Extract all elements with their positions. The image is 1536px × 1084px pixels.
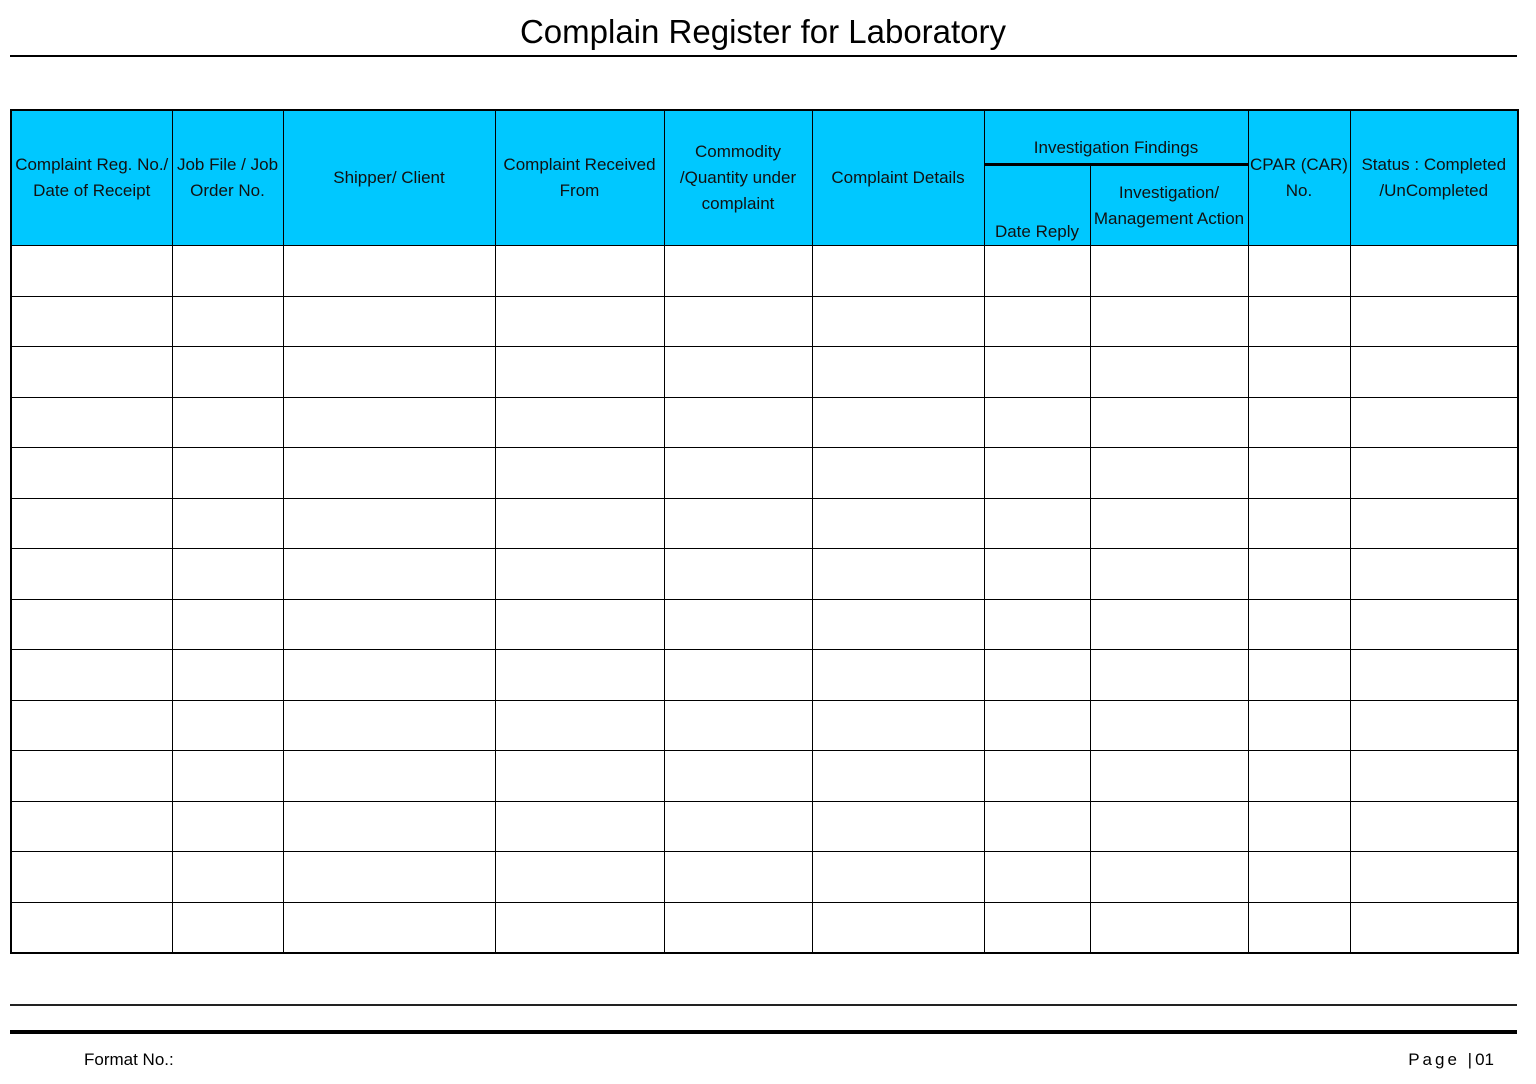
cell-mgmt-action[interactable] [1090, 852, 1248, 903]
cell-shipper[interactable] [283, 700, 495, 751]
cell-mgmt-action[interactable] [1090, 296, 1248, 347]
cell-job-file[interactable] [172, 700, 283, 751]
cell-cpar[interactable] [1248, 246, 1350, 297]
cell-details[interactable] [812, 751, 984, 802]
page-separator: | [1467, 1050, 1476, 1069]
cell-cpar[interactable] [1248, 852, 1350, 903]
cell-shipper[interactable] [283, 902, 495, 953]
cell-commodity[interactable] [664, 498, 812, 549]
cell-shipper[interactable] [283, 751, 495, 802]
cell-job-file[interactable] [172, 751, 283, 802]
cell-received-from[interactable] [495, 347, 664, 398]
cell-reg-no[interactable] [11, 801, 172, 852]
cell-status[interactable] [1350, 246, 1518, 297]
cell-received-from[interactable] [495, 498, 664, 549]
page-label: Page [1408, 1050, 1460, 1069]
cell-mgmt-action[interactable] [1090, 902, 1248, 953]
cell-shipper[interactable] [283, 498, 495, 549]
page-indicator [1408, 1050, 1494, 1070]
cell-reg-no[interactable] [11, 700, 172, 751]
cell-status[interactable] [1350, 599, 1518, 650]
cell-commodity[interactable] [664, 751, 812, 802]
cell-date-reply[interactable] [984, 801, 1090, 852]
table-row [11, 347, 1518, 398]
cell-received-from[interactable] [495, 751, 664, 802]
cell-received-from[interactable] [495, 599, 664, 650]
table-row [11, 296, 1518, 347]
cell-details[interactable] [812, 549, 984, 600]
table-row [11, 498, 1518, 549]
cell-date-reply[interactable] [984, 246, 1090, 297]
cell-mgmt-action[interactable] [1090, 347, 1248, 398]
table-row [11, 801, 1518, 852]
table-row [11, 700, 1518, 751]
cell-received-from[interactable] [495, 397, 664, 448]
cell-status[interactable] [1350, 448, 1518, 499]
cell-date-reply[interactable] [984, 296, 1090, 347]
cell-job-file[interactable] [172, 852, 283, 903]
cell-cpar[interactable] [1248, 448, 1350, 499]
cell-reg-no[interactable] [11, 498, 172, 549]
cell-status[interactable] [1350, 650, 1518, 701]
cell-cpar[interactable] [1248, 801, 1350, 852]
header-reg-no: Complaint Reg. No./ Date of Receipt [11, 110, 172, 246]
table-row [11, 448, 1518, 499]
cell-commodity[interactable] [664, 397, 812, 448]
cell-shipper[interactable] [283, 397, 495, 448]
cell-shipper[interactable] [283, 549, 495, 600]
cell-shipper[interactable] [283, 801, 495, 852]
cell-cpar[interactable] [1248, 549, 1350, 600]
cell-status[interactable] [1350, 498, 1518, 549]
cell-reg-no[interactable] [11, 246, 172, 297]
cell-reg-no[interactable] [11, 852, 172, 903]
cell-status[interactable] [1350, 549, 1518, 600]
header-shipper: Shipper/ Client [283, 110, 495, 246]
cell-status[interactable] [1350, 801, 1518, 852]
header-complaint-details: Complaint Details [812, 110, 984, 246]
cell-mgmt-action[interactable] [1090, 448, 1248, 499]
cell-details[interactable] [812, 246, 984, 297]
cell-received-from[interactable] [495, 700, 664, 751]
cell-status[interactable] [1350, 296, 1518, 347]
cell-details[interactable] [812, 700, 984, 751]
cell-shipper[interactable] [283, 852, 495, 903]
cell-reg-no[interactable] [11, 549, 172, 600]
header-date-reply: Date Reply [984, 165, 1090, 246]
cell-job-file[interactable] [172, 801, 283, 852]
cell-cpar[interactable] [1248, 700, 1350, 751]
cell-details[interactable] [812, 650, 984, 701]
cell-shipper[interactable] [283, 650, 495, 701]
cell-cpar[interactable] [1248, 296, 1350, 347]
cell-mgmt-action[interactable] [1090, 700, 1248, 751]
document-title: Complain Register for Laboratory [519, 13, 1007, 50]
cell-mgmt-action[interactable] [1090, 397, 1248, 448]
table-row [11, 650, 1518, 701]
cell-received-from[interactable] [495, 902, 664, 953]
cell-job-file[interactable] [172, 650, 283, 701]
cell-details[interactable] [812, 498, 984, 549]
cell-details[interactable] [812, 599, 984, 650]
cell-mgmt-action[interactable] [1090, 498, 1248, 549]
cell-date-reply[interactable] [984, 397, 1090, 448]
cell-details[interactable] [812, 397, 984, 448]
cell-job-file[interactable] [172, 599, 283, 650]
cell-cpar[interactable] [1248, 751, 1350, 802]
cell-shipper[interactable] [283, 296, 495, 347]
cell-job-file[interactable] [172, 902, 283, 953]
cell-cpar[interactable] [1248, 650, 1350, 701]
cell-received-from[interactable] [495, 549, 664, 600]
cell-reg-no[interactable] [11, 599, 172, 650]
cell-job-file[interactable] [172, 549, 283, 600]
cell-status[interactable] [1350, 751, 1518, 802]
footer-rule-thick [10, 1030, 1517, 1034]
cell-details[interactable] [812, 852, 984, 903]
cell-details[interactable] [812, 296, 984, 347]
cell-reg-no[interactable] [11, 296, 172, 347]
cell-date-reply[interactable] [984, 751, 1090, 802]
cell-commodity[interactable] [664, 700, 812, 751]
header-management-action: Investigation/ Management Action [1090, 165, 1248, 246]
cell-mgmt-action[interactable] [1090, 751, 1248, 802]
cell-commodity[interactable] [664, 246, 812, 297]
header-investigation-findings: Investigation Findings [984, 110, 1248, 165]
cell-commodity[interactable] [664, 650, 812, 701]
cell-received-from[interactable] [495, 246, 664, 297]
table-row [11, 397, 1518, 448]
cell-date-reply[interactable] [984, 347, 1090, 398]
cell-job-file[interactable] [172, 347, 283, 398]
cell-received-from[interactable] [495, 852, 664, 903]
cell-status[interactable] [1350, 397, 1518, 448]
cell-job-file[interactable] [172, 498, 283, 549]
cell-job-file[interactable] [172, 448, 283, 499]
cell-reg-no[interactable] [11, 397, 172, 448]
cell-mgmt-action[interactable] [1090, 549, 1248, 600]
cell-date-reply[interactable] [984, 448, 1090, 499]
cell-date-reply[interactable] [984, 902, 1090, 953]
header-received-from: Complaint Received From [495, 110, 664, 246]
cell-reg-no[interactable] [11, 650, 172, 701]
cell-date-reply[interactable] [984, 852, 1090, 903]
table-row [11, 599, 1518, 650]
page-number: 01 [1475, 1050, 1494, 1069]
cell-commodity[interactable] [664, 801, 812, 852]
complaint-register-table [10, 109, 1519, 954]
header-job-file: Job File / Job Order No. [172, 110, 283, 246]
table-row [11, 751, 1518, 802]
cell-date-reply[interactable] [984, 549, 1090, 600]
cell-cpar[interactable] [1248, 498, 1350, 549]
cell-received-from[interactable] [495, 650, 664, 701]
cell-details[interactable] [812, 801, 984, 852]
cell-commodity[interactable] [664, 852, 812, 903]
cell-reg-no[interactable] [11, 751, 172, 802]
cell-cpar[interactable] [1248, 347, 1350, 398]
cell-date-reply[interactable] [984, 650, 1090, 701]
cell-mgmt-action[interactable] [1090, 650, 1248, 701]
cell-date-reply[interactable] [984, 599, 1090, 650]
cell-reg-no[interactable] [11, 902, 172, 953]
format-number-label: Format No.: [84, 1050, 174, 1069]
cell-mgmt-action[interactable] [1090, 599, 1248, 650]
cell-job-file[interactable] [172, 397, 283, 448]
cell-date-reply[interactable] [984, 498, 1090, 549]
cell-received-from[interactable] [495, 801, 664, 852]
table-row [11, 902, 1518, 953]
cell-shipper[interactable] [283, 599, 495, 650]
cell-mgmt-action[interactable] [1090, 801, 1248, 852]
cell-status[interactable] [1350, 852, 1518, 903]
cell-status[interactable] [1350, 902, 1518, 953]
cell-details[interactable] [812, 347, 984, 398]
cell-details[interactable] [812, 448, 984, 499]
cell-received-from[interactable] [495, 448, 664, 499]
table-row [11, 549, 1518, 600]
cell-commodity[interactable] [664, 902, 812, 953]
cell-job-file[interactable] [172, 246, 283, 297]
cell-cpar[interactable] [1248, 902, 1350, 953]
cell-shipper[interactable] [283, 347, 495, 398]
cell-status[interactable] [1350, 347, 1518, 398]
cell-status[interactable] [1350, 700, 1518, 751]
table-row [11, 246, 1518, 297]
cell-shipper[interactable] [283, 246, 495, 297]
title-underline [10, 55, 1517, 57]
cell-date-reply[interactable] [984, 700, 1090, 751]
cell-shipper[interactable] [283, 448, 495, 499]
cell-reg-no[interactable] [11, 448, 172, 499]
footer-rule-thin [10, 1004, 1517, 1006]
cell-commodity[interactable] [664, 296, 812, 347]
cell-reg-no[interactable] [11, 347, 172, 398]
cell-cpar[interactable] [1248, 397, 1350, 448]
cell-received-from[interactable] [495, 296, 664, 347]
cell-cpar[interactable] [1248, 599, 1350, 650]
cell-commodity[interactable] [664, 347, 812, 398]
header-status: Status : Completed /UnCompleted [1350, 110, 1518, 246]
cell-job-file[interactable] [172, 296, 283, 347]
cell-commodity[interactable] [664, 599, 812, 650]
table-row [11, 852, 1518, 903]
header-commodity: Commodity /Quantity under complaint [664, 110, 812, 246]
cell-commodity[interactable] [664, 448, 812, 499]
cell-mgmt-action[interactable] [1090, 246, 1248, 297]
cell-commodity[interactable] [664, 549, 812, 600]
header-cpar-no: CPAR (CAR) No. [1248, 110, 1350, 246]
cell-details[interactable] [812, 902, 984, 953]
